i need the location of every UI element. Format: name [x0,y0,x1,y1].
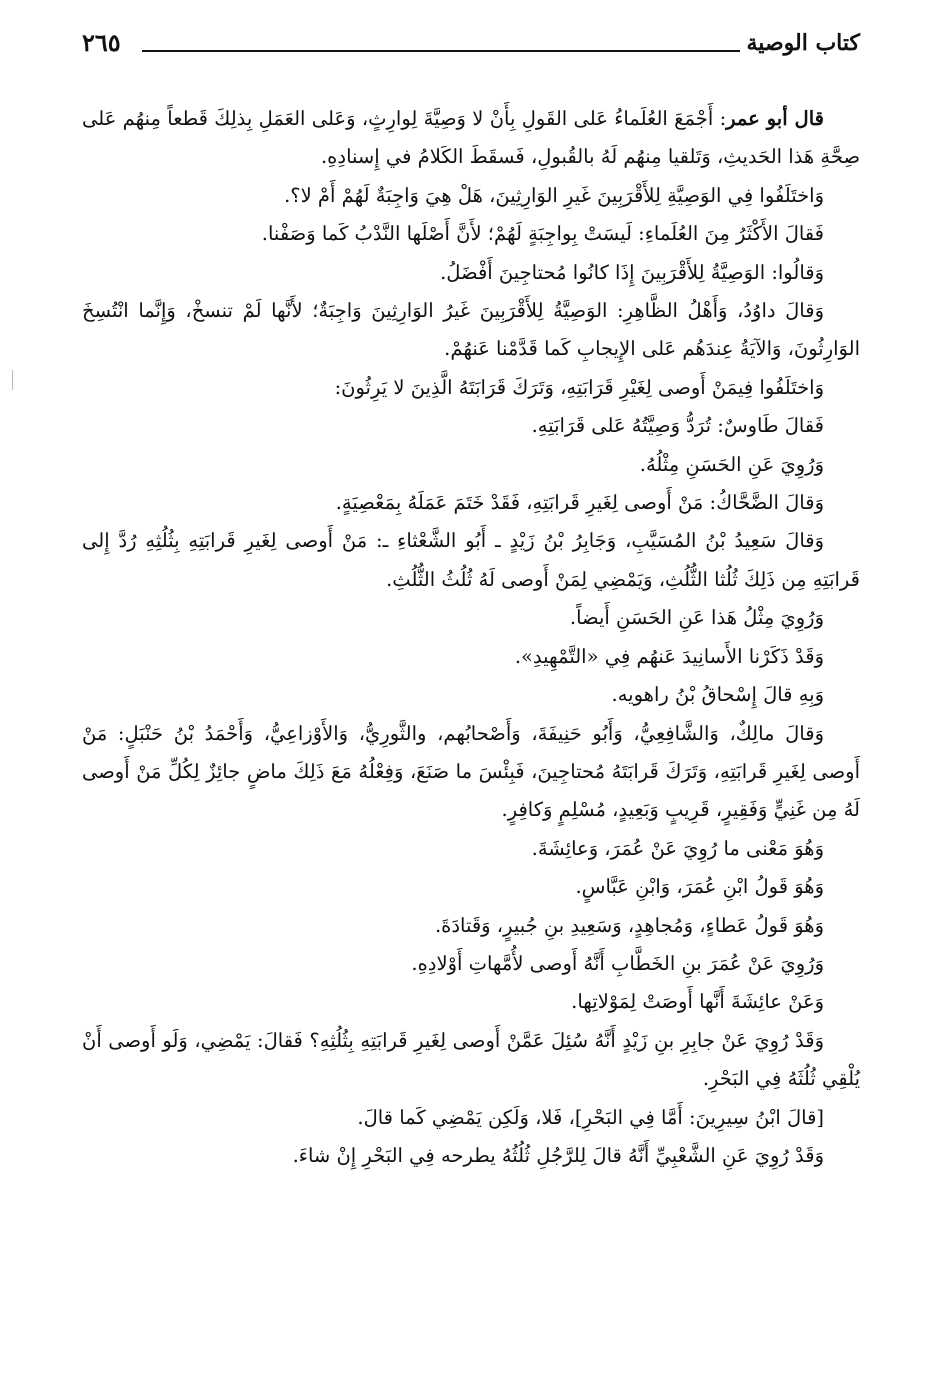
paragraph: [قالَ ابْنُ سِيرِينَ: أَمَّا فِي البَحْرِ]، فَلا، وَلَكِن يَمْضِي كَما قالَ. [357,1105,824,1129]
paragraph: وَرُوِيَ عَنِ الحَسَنِ مِثْلُهُ. [639,452,824,476]
running-title: كتاب الوصية [746,30,860,56]
paragraph: وَعَنْ عائِشَةَ أَنَّها أَوصَتْ لِمَوْلاتِها. [571,990,824,1014]
margin-mark [12,370,13,390]
paragraph: وَقَدْ رُوِيَ عَنِ الشَّعْبِيِّ أَنَّهُ قالَ لِلرَّجُلِ ثُلُثُهُ يطرحه فِي البَحْرِ إِنْ شاءَ. [292,1143,824,1167]
paragraph: وَهُوَ قَولُ ابْنِ عُمَرَ، وَابْنِ عَبَّاسٍ. [575,875,824,899]
paragraph: وَاختَلَفُوا فِي الوَصِيَّةِ لِلأَقْرَبِينَ غَيرِ الوَارِثِينَ، هَلْ هِيَ وَاجِبَةٌ لَهُمْ أَمْ لا؟. [284,183,824,207]
paragraph: وَقَدْ ذَكَرْنا الأَسانِيدَ عَنهُم فِي «التَّمْهِيدِ». [514,644,824,668]
paragraph-lead: قال أبو عمر [726,107,824,130]
paragraph: وَقالَ مالِكٌ، وَالشَّافِعِيُّ، وَأَبُو حَنِيفَةَ، وَأَصْحابُهم، والثَّورِيُّ، وَالأَوْزاعِيُّ، وَأَحْمَدُ بْنُ حَنْبَلٍ: مَنْ أَوصى لِغَيرِ قَرابَتِهِ، وَتَرَكَ قَرابَتَهُ مُحتاجِينَ، فَبِئْسَ ما صَنَعَ، وَفِعْلُهُ مَعَ ذَلِكَ ماضٍ جائِزٌ لِكُلِّ مَنْ أَوصى لَهُ مِن غَنِيٍّ وَفَقِيرٍ، قَرِيبٍ وَبَعِيدٍ، مُسْلِمٍ وَكافِرٍ. [82,721,860,822]
paragraph [82,100,860,177]
paragraph: وَاختَلَفُوا فِيمَنْ أَوصى لِغَيْرِ قَرَابَتِهِ، وَتَرَكَ قَرَابَتَهُ الَّذِينَ لا يَرِثُونَ: [334,375,824,399]
paragraph: وَهُوَ مَعْنى ما رُوِيَ عَنْ عُمَرَ، وَعائِشَةَ. [531,836,824,860]
paragraph: وَرُوِيَ مِثْلُ هَذا عَنِ الحَسَنِ أَيضاً. [569,606,824,630]
header-rule [142,50,740,52]
page-header [82,28,860,68]
paragraph: وَقالَ داوُدُ، وَأَهْلُ الظَّاهِرِ: الوَصِيَّةُ لِلأَقْرَبِينَ غَيرُ الوَارِثِينَ وَاجِبَةٌ؛ لأَنَّها لَمْ تنسخْ، وَإِنَّما انْتُسِخَ الوَارِثُونَ، وَالآيَةُ عِندَهُم عَلى الإِيجابِ كَما قَدَّمْنا عَنهُمْ. [82,299,860,361]
paragraph: وَقالُوا: الوَصِيَّةُ لِلأَقْرَبِينَ إِذَا كانُوا مُحتاجِينَ أَفْضَلُ. [440,260,824,284]
paragraph: وَبِهِ قالَ إِسْحاقُ بْنُ راهويه. [611,683,824,707]
paragraph: وَقالَ سَعِيدُ بْنُ المُسَيَّبِ، وَجَابِرُ بْنُ زَيْدٍ ـ أَبُو الشَّعْثاءِ ـ: مَنْ أَوصى لِغَيرِ قَرابَتِهِ بِثُلُثِهِ رُدَّ إِلى قَرابَتِهِ مِن ذَلِكَ ثُلُثا الثُّلُثِ، وَيَمْضِي لِمَنْ أَوصى لَهُ ثُلُثُ الثُّلُثِ. [82,529,860,591]
paragraph: وَقَدْ رُوِيَ عَنْ جابِرِ بنِ زَيْدٍ أَنَّهُ سُئِلَ عَمَّنْ أَوصى لِغَيرِ قَرابَتِهِ بِثُلُثِهِ؟ فَقالَ: يَمْضِي، وَلَو أَوصى أَنْ يُلْقِي ثُلُثَهُ فِي البَحْرِ. [82,1028,860,1091]
page-body [82,100,860,1175]
page-number: ٢٦٥ [82,28,121,57]
paragraph: فَقالَ طَاوسٌ: تُرَدُّ وَصِيَّتُهُ عَلى قَرَابَتِهِ. [531,414,824,438]
paragraph-text: : أَجْمَعَ العُلَماءُ عَلى القَولِ بِأَنْ لا وَصِيَّةَ لِوارِثٍ، وَعَلى العَمَلِ بِذلِكَ قَطعاً مِنهُم عَلى صِحَّةِ هَذا الحَديثِ، وَتَلقيا مِنهُم لَهُ بالقُبولِ، فَسقَطَ الكَلامُ في إِسنادِهِ. [82,107,860,169]
paragraph: وَرُوِيَ عَنْ عُمَرَ بنِ الخَطَّابِ أَنَّهُ أَوصى لأُمَّهاتِ أَوْلادِهِ. [411,951,824,975]
paragraph: فَقالَ الأَكْثَرُ مِنَ العُلَماءِ: لَيسَتْ بِواجِبَةٍ لَهُمْ؛ لأَنَّ أَصْلَها النَّدْبُ كَما وَصَفْنا. [261,222,824,246]
paragraph: وَهُوَ قَولُ عَطاءٍ، وَمُجاهِدٍ، وَسَعِيدِ بنِ جُبيرٍ، وَقَتادَةَ. [434,913,824,937]
paragraph: وَقالَ الضَّحَّاكُ: مَنْ أَوصى لِغَيرِ قَرابَتِهِ، فَقَدْ خَتَمَ عَمَلَهُ بِمَعْصِيَةٍ. [335,491,824,515]
